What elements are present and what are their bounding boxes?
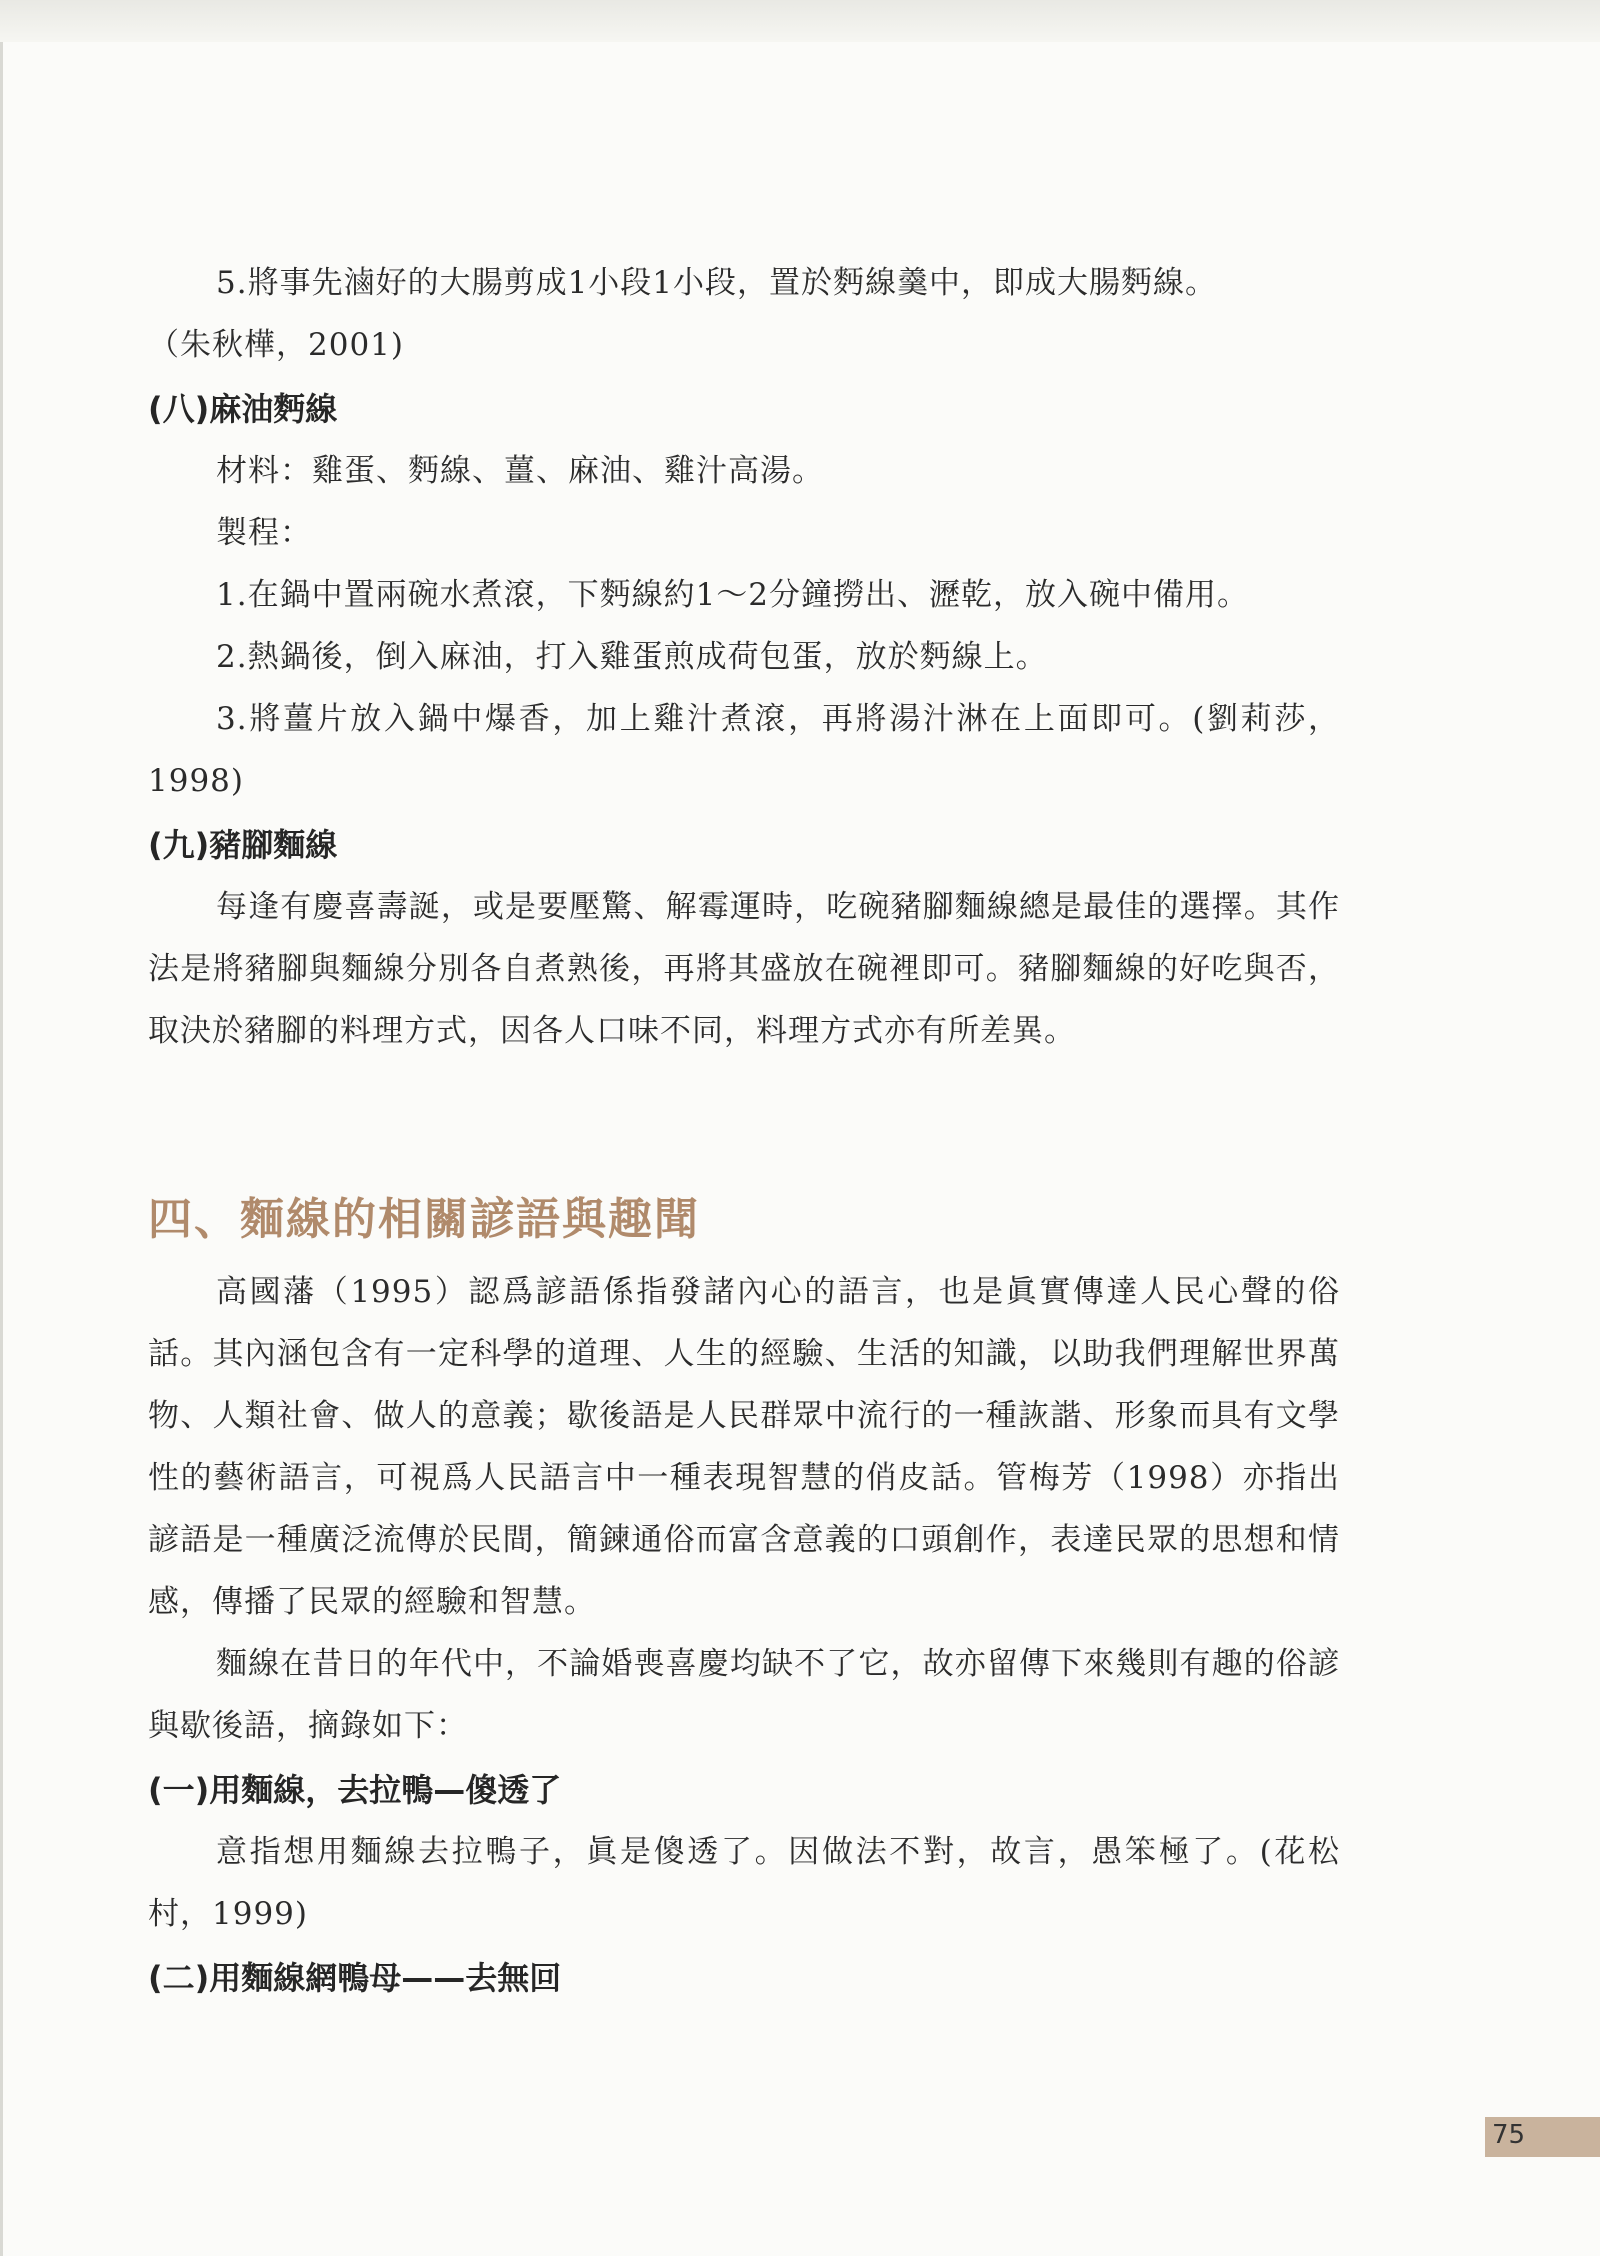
- scan-top-edge: [0, 0, 1600, 42]
- section8-heading: (八)麻油麪線: [148, 390, 338, 428]
- subsection2-heading: (二)用麵線網鴨母——去無回: [148, 1959, 562, 1997]
- step5-citation: （朱秋樺，2001): [148, 327, 404, 363]
- chapter4-heading: 四、麵線的相關諺語與趣聞: [148, 1194, 700, 1245]
- section9-paragraph: 每逢有慶喜壽誕，或是要壓驚、解霉運時，吃碗豬腳麵線總是最佳的選擇。其作法是將豬腳與麵線分別各自煮熟後，再將其盛放在碗裡即可。豬腳麵線的好吃與否，取決於豬腳的料理方式，因各人口味不同，料理方式亦有所差異。: [148, 889, 1340, 1049]
- section8-materials: 材料：雞蛋、麪線、薑、麻油、雞汁高湯。: [216, 453, 824, 489]
- section8-process-label: 製程：: [216, 515, 312, 551]
- chapter4-para1: 高國藩（1995）認爲諺語係指發諸內心的語言，也是眞實傳達人民心聲的俗話。其內涵包含有一定科學的道理、人生的經驗、生活的知識，以助我們理解世界萬物、人類社會、做人的意義；歇後語是人民群眾中流行的一種詼諧、形象而具有文學性的藝術語言，可視爲人民語言中一種表現智慧的俏皮話。管梅芳（1998）亦指出諺語是一種廣泛流傳於民間，簡鍊通俗而富含意義的口頭創作，表達民眾的思想和情感，傳播了民眾的經驗和智慧。: [148, 1274, 1340, 1620]
- section8-step2: 2.熱鍋後，倒入麻油，打入雞蛋煎成荷包蛋，放於麪線上。: [216, 639, 1048, 675]
- subsection1-text: 意指想用麵線去拉鴨子，眞是傻透了。因做法不對，故言，愚笨極了。(花松村，1999): [148, 1834, 1340, 1932]
- section8-step1: 1.在鍋中置兩碗水煮滾，下麪線約1～2分鐘撈出、瀝乾，放入碗中備用。: [216, 577, 1250, 613]
- page-number: 75: [1492, 2120, 1526, 2150]
- chapter4-para2: 麵線在昔日的年代中，不論婚喪喜慶均缺不了它，故亦留傳下來幾則有趣的俗諺與歇後語，摘錄如下：: [148, 1646, 1340, 1744]
- section9-heading: (九)豬腳麵線: [148, 826, 338, 864]
- scan-left-edge: [0, 42, 3, 2256]
- subsection1-heading: (一)用麵線，去拉鴨—傻透了: [148, 1771, 562, 1809]
- page-body: [148, 252, 1340, 2009]
- step5-text: [148, 252, 1340, 376]
- section8-step3: 3.將薑片放入鍋中爆香，加上雞汁煮滾，再將湯汁淋在上面即可。(劉莉莎，1998): [148, 701, 1340, 799]
- step5-line1: 5.將事先滷好的大腸剪成1小段1小段，置於麪線羹中，即成大腸麪線。: [216, 265, 1218, 301]
